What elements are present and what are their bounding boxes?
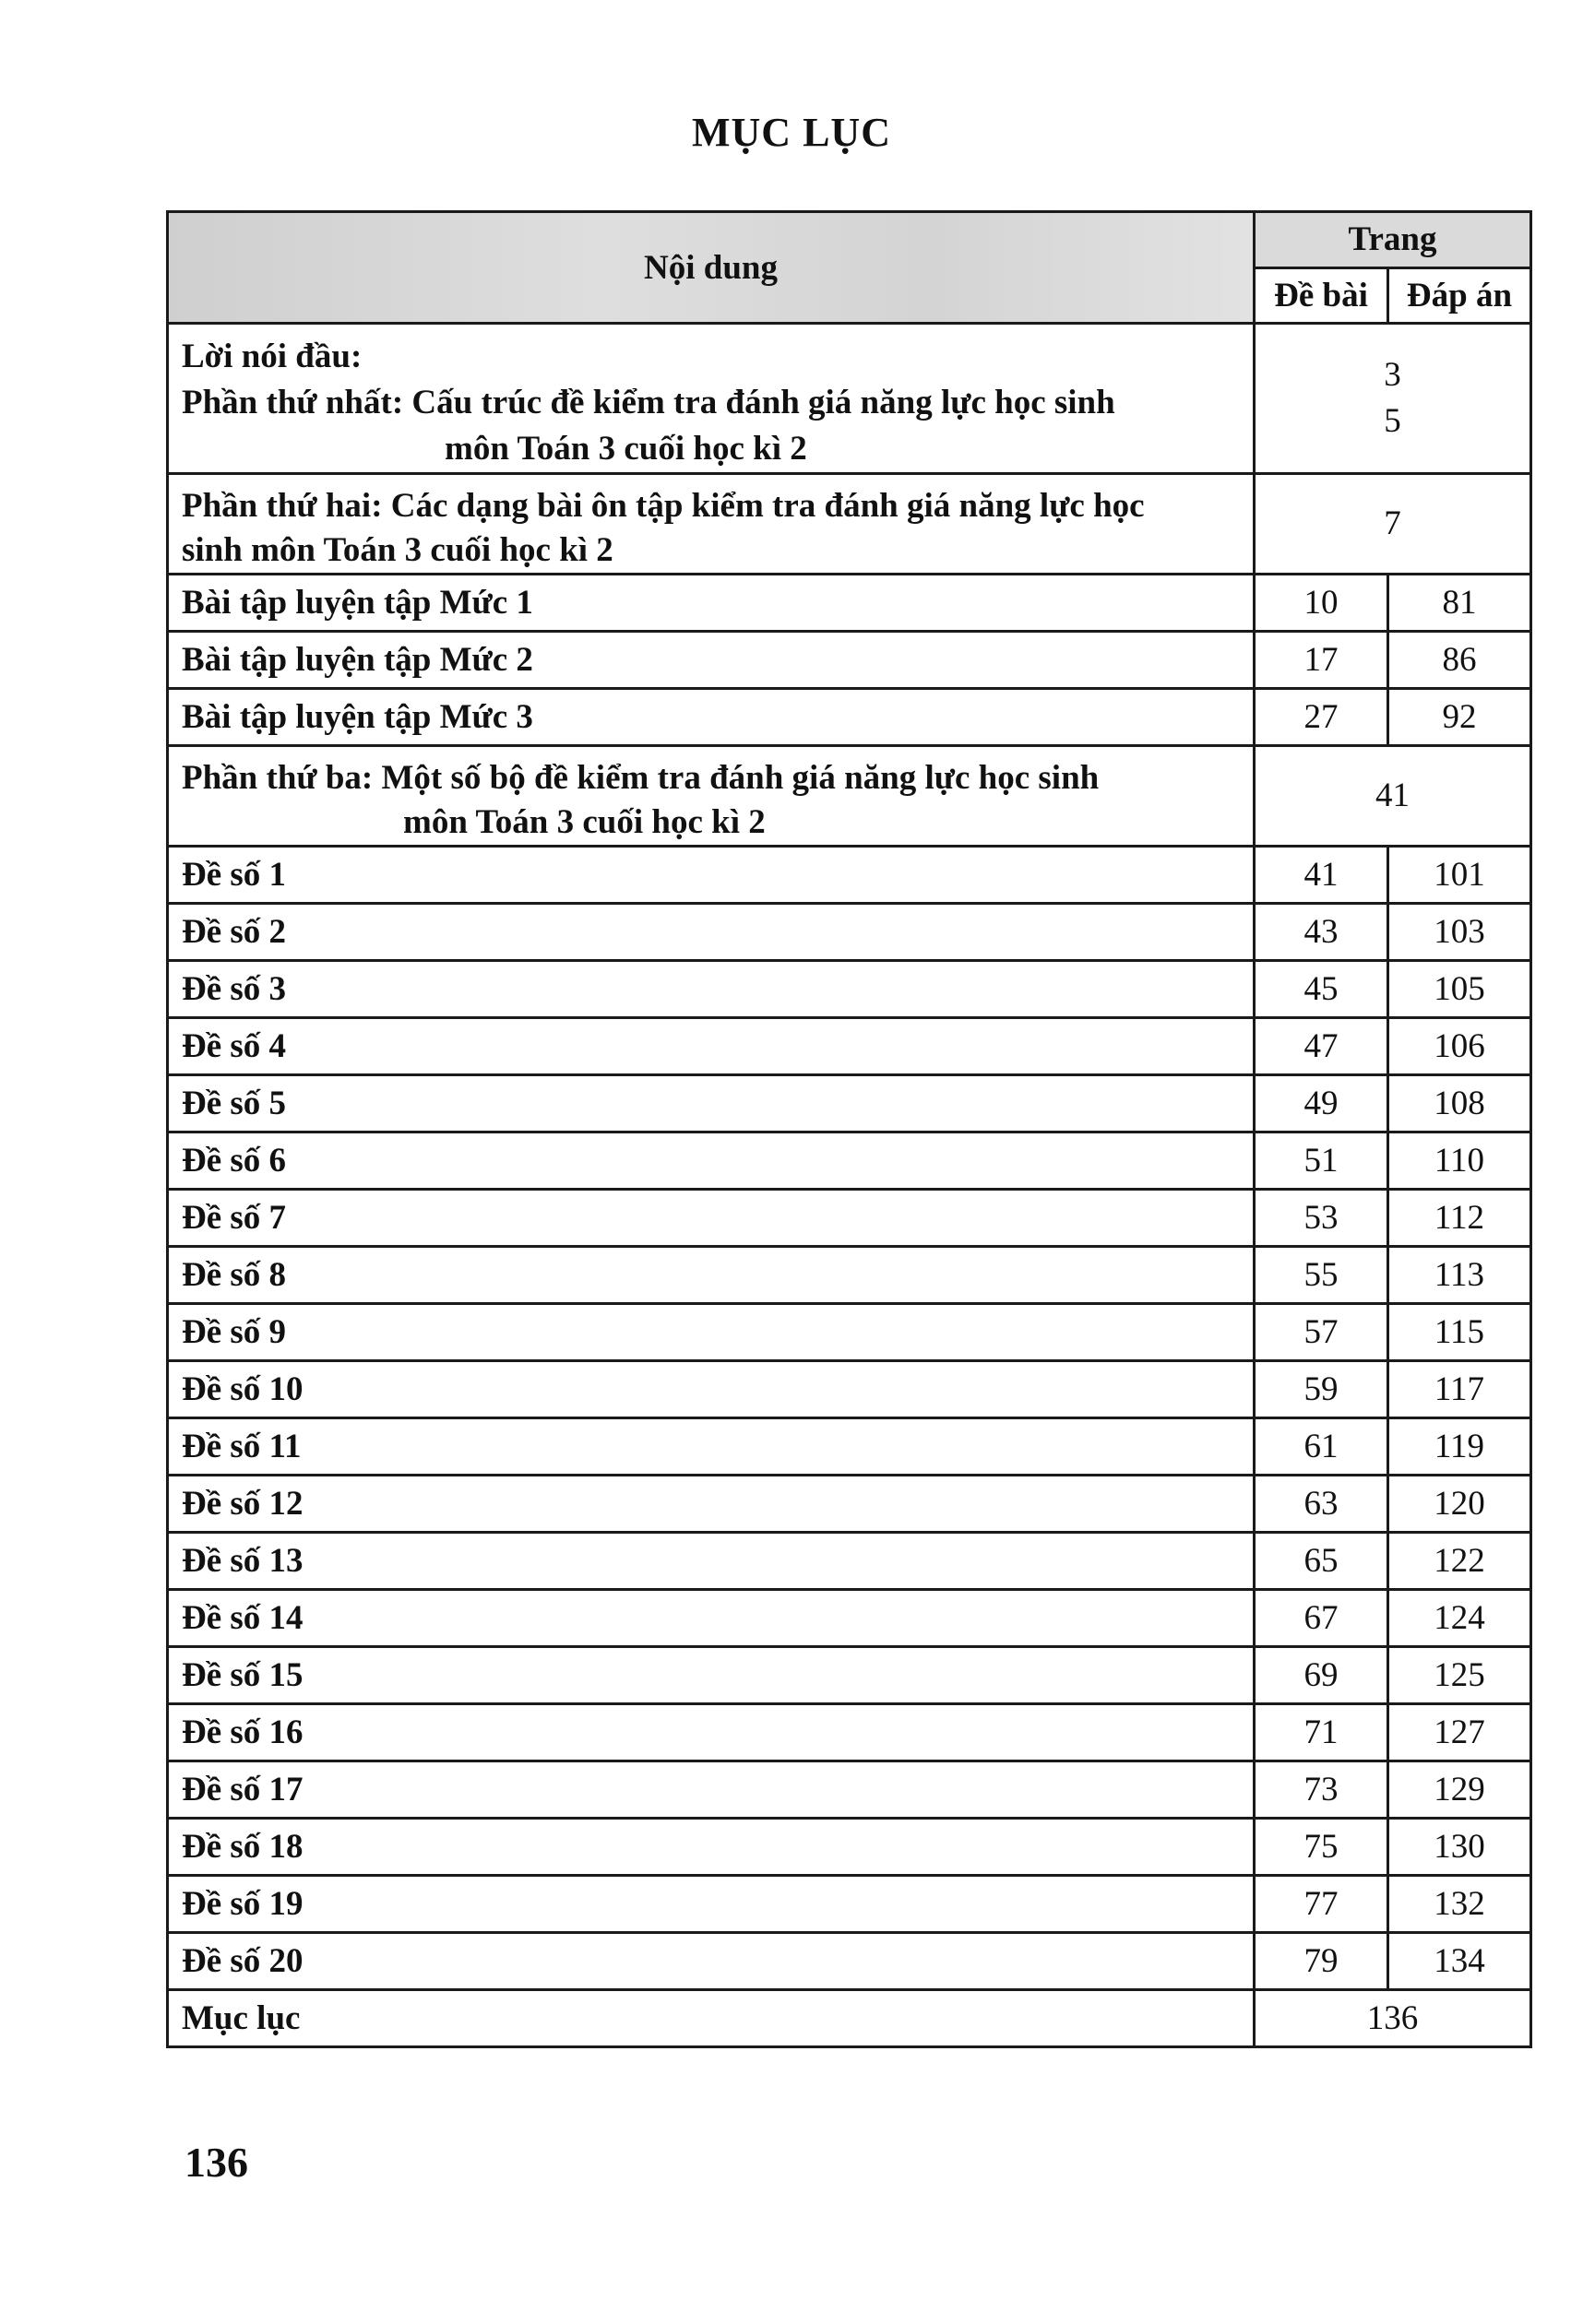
exercise-page: 63: [1255, 1476, 1388, 1533]
table-row: [168, 1647, 1531, 1704]
exercise-page: 53: [1255, 1190, 1388, 1247]
intro-cell: [168, 324, 1255, 474]
part2-cell: [168, 474, 1255, 575]
part2-line1: Phần thứ hai: Các dạng bài ôn tập kiểm tra đánh giá năng lực học: [182, 487, 1145, 525]
preface-page: 3: [1384, 356, 1401, 394]
exercise-page: 41: [1255, 847, 1388, 904]
entry-label: Đề số 20: [168, 1933, 1255, 1990]
answer-page: 134: [1388, 1933, 1531, 1990]
answer-page: 112: [1388, 1190, 1531, 1247]
exercise-page: 51: [1255, 1132, 1388, 1190]
entry-label: Đề số 19: [168, 1876, 1255, 1933]
answer-page: 110: [1388, 1132, 1531, 1190]
exercise-page: 55: [1255, 1247, 1388, 1304]
table-row: [168, 1075, 1531, 1132]
answer-page: 132: [1388, 1876, 1531, 1933]
table-row: [168, 1132, 1531, 1190]
part1-page: 5: [1384, 402, 1401, 440]
exercise-page: 79: [1255, 1933, 1388, 1990]
exercise-page: 49: [1255, 1075, 1388, 1132]
answer-column-header: Đáp án: [1388, 267, 1531, 324]
entry-label: Đề số 8: [168, 1247, 1255, 1304]
table-row: [168, 1533, 1531, 1590]
table-row: [168, 1590, 1531, 1647]
answer-page: 115: [1388, 1304, 1531, 1361]
table-row: [168, 847, 1531, 904]
answer-page: 127: [1388, 1704, 1531, 1761]
answer-page: 103: [1388, 904, 1531, 961]
entry-label: Đề số 2: [168, 904, 1255, 961]
table-row: [168, 961, 1531, 1018]
exercise-page: 57: [1255, 1304, 1388, 1361]
table-row: [168, 1704, 1531, 1761]
entry-label: Đề số 18: [168, 1819, 1255, 1876]
table-row: [168, 1304, 1531, 1361]
exercise-page: 45: [1255, 961, 1388, 1018]
entry-label: Đề số 7: [168, 1190, 1255, 1247]
exercise-page: 10: [1255, 575, 1388, 632]
exercise-page: 77: [1255, 1876, 1388, 1933]
entry-label: Bài tập luyện tập Mức 1: [168, 575, 1255, 632]
entry-label: Đề số 4: [168, 1018, 1255, 1075]
answer-page: 86: [1388, 632, 1531, 689]
entry-label: Đề số 3: [168, 961, 1255, 1018]
entry-label: Đề số 15: [168, 1647, 1255, 1704]
table-row: [168, 1990, 1531, 2047]
answer-page: 120: [1388, 1476, 1531, 1533]
part1-line1: Phần thứ nhất: Cấu trúc đề kiểm tra đánh giá năng lực học sinh: [182, 384, 1115, 421]
exercise-page: 43: [1255, 904, 1388, 961]
table-row: [168, 632, 1531, 689]
answer-page: 108: [1388, 1075, 1531, 1132]
table-row: [168, 1476, 1531, 1533]
answer-page: 113: [1388, 1247, 1531, 1304]
answer-page: 122: [1388, 1533, 1531, 1590]
answer-page: 124: [1388, 1590, 1531, 1647]
entry-label: Đề số 14: [168, 1590, 1255, 1647]
page-column-header: Trang: [1255, 212, 1531, 268]
table-row: [168, 746, 1531, 847]
answer-page: 105: [1388, 961, 1531, 1018]
table-row: [168, 1247, 1531, 1304]
answer-page: 92: [1388, 689, 1531, 746]
table-row: [168, 1933, 1531, 1990]
part3-line1: Phần thứ ba: Một số bộ đề kiểm tra đánh giá năng lực học sinh: [182, 759, 1100, 797]
table-row: [168, 1761, 1531, 1819]
entry-label: Đề số 5: [168, 1075, 1255, 1132]
exercise-page: 59: [1255, 1361, 1388, 1418]
table-row: [168, 904, 1531, 961]
entry-label: Đề số 6: [168, 1132, 1255, 1190]
answer-page: 117: [1388, 1361, 1531, 1418]
part1-line2: môn Toán 3 cuối học kì 2: [445, 430, 807, 468]
entry-label: Đề số 9: [168, 1304, 1255, 1361]
table-row: [168, 1876, 1531, 1933]
exercise-page: 69: [1255, 1647, 1388, 1704]
table-row: [168, 1819, 1531, 1876]
exercise-column-header: Đề bài: [1255, 267, 1388, 324]
entry-label: Bài tập luyện tập Mức 3: [168, 689, 1255, 746]
entry-label: Đề số 12: [168, 1476, 1255, 1533]
answer-page: 129: [1388, 1761, 1531, 1819]
entry-label: Đề số 17: [168, 1761, 1255, 1819]
part2-line2: sinh môn Toán 3 cuối học kì 2: [182, 531, 613, 569]
answer-page: 130: [1388, 1819, 1531, 1876]
preface-label: Lời nói đầu:: [182, 338, 363, 375]
entry-label: Đề số 16: [168, 1704, 1255, 1761]
page-number: 136: [184, 2139, 248, 2186]
intro-page-cell: [1255, 324, 1531, 474]
table-row: [168, 324, 1531, 474]
content-column-header: Nội dung: [168, 212, 1255, 324]
part3-cell: [168, 746, 1255, 847]
exercise-page: 65: [1255, 1533, 1388, 1590]
toc-entry-page: 136: [1255, 1990, 1531, 2047]
exercise-page: 73: [1255, 1761, 1388, 1819]
exercise-page: 27: [1255, 689, 1388, 746]
table-row: [168, 689, 1531, 746]
answer-page: 81: [1388, 575, 1531, 632]
exercise-page: 67: [1255, 1590, 1388, 1647]
entry-label: Đề số 11: [168, 1418, 1255, 1476]
part3-page: 41: [1255, 746, 1531, 847]
table-row: [168, 575, 1531, 632]
answer-page: 125: [1388, 1647, 1531, 1704]
exercise-page: 75: [1255, 1819, 1388, 1876]
exercise-page: 71: [1255, 1704, 1388, 1761]
entry-label: Đề số 13: [168, 1533, 1255, 1590]
table-of-contents: [166, 210, 1532, 2048]
exercise-page: 61: [1255, 1418, 1388, 1476]
answer-page: 101: [1388, 847, 1531, 904]
toc-entry-label: Mục lục: [168, 1990, 1255, 2047]
answer-page: 119: [1388, 1418, 1531, 1476]
table-row: [168, 1018, 1531, 1075]
answer-page: 106: [1388, 1018, 1531, 1075]
entry-label: Đề số 10: [168, 1361, 1255, 1418]
exercise-page: 47: [1255, 1018, 1388, 1075]
exercise-page: 17: [1255, 632, 1388, 689]
page-title: MỤC LỤC: [692, 110, 891, 155]
table-row: [168, 474, 1531, 575]
part3-line2: môn Toán 3 cuối học kì 2: [403, 803, 766, 841]
table-row: [168, 1361, 1531, 1418]
entry-label: Bài tập luyện tập Mức 2: [168, 632, 1255, 689]
part2-page: 7: [1255, 474, 1531, 575]
table-row: [168, 1418, 1531, 1476]
table-row: [168, 1190, 1531, 1247]
entry-label: Đề số 1: [168, 847, 1255, 904]
